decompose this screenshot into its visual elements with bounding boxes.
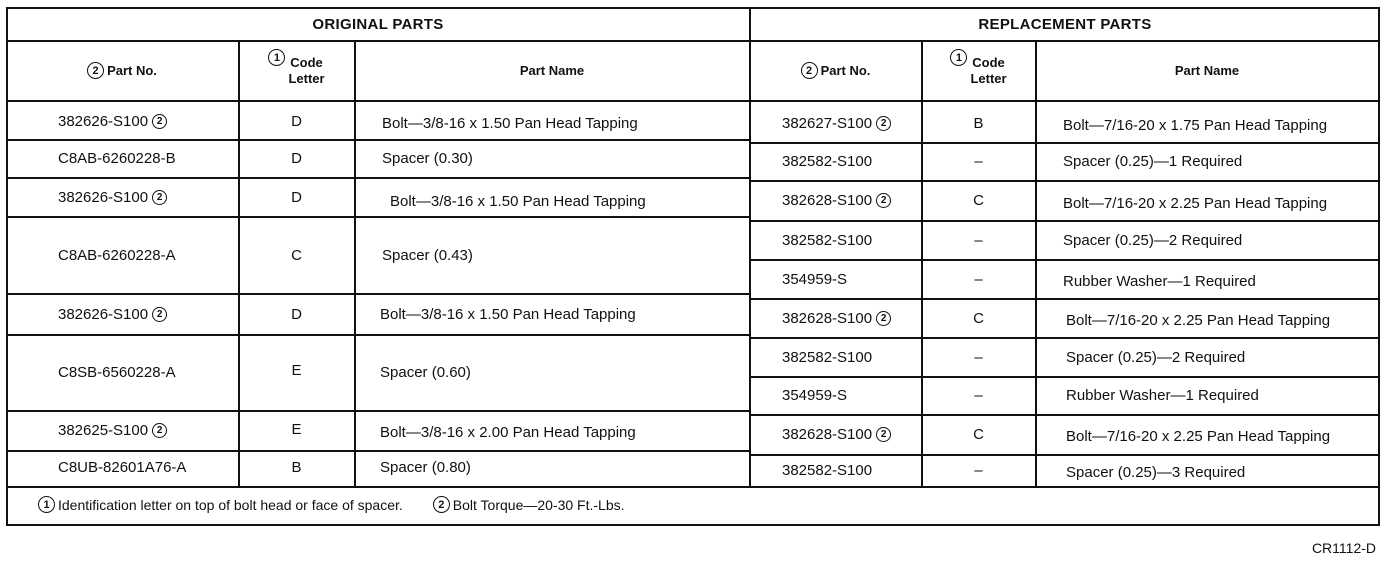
orig-part-name: Spacer (0.60) xyxy=(380,364,471,381)
part-no-text: 382626-S100 xyxy=(58,305,149,323)
circled-two-icon: 2 xyxy=(876,116,891,131)
repl-part-name: Spacer (0.25)—2 Required xyxy=(1066,348,1246,366)
orig-part-no xyxy=(58,294,238,334)
repl-part-no: 382582-S100 xyxy=(782,462,873,479)
repl-part-no: 354959-S xyxy=(782,270,848,288)
repl-part-no xyxy=(782,299,921,337)
orig-code-letter-header xyxy=(239,41,354,100)
orig-part-name: Spacer (0.80) xyxy=(380,458,471,476)
repl-code-letter-header xyxy=(922,41,1035,100)
circled-two-icon: 2 xyxy=(87,62,104,79)
footnote-one-text: Identification letter on top of bolt head or face of spacer. xyxy=(58,496,403,513)
part-no-label: Part No. xyxy=(820,62,871,78)
orig-part-name: Bolt—3/8-16 x 2.00 Pan Head Tapping xyxy=(380,424,636,441)
footnote-two-text: Bolt Torque—20-30 Ft.-Lbs. xyxy=(452,496,625,513)
repl-part-no-header xyxy=(750,41,921,100)
repl-code: C xyxy=(973,192,984,209)
part-no-text: 382628-S100 xyxy=(782,426,873,443)
part-no-text: 382628-S100 xyxy=(782,192,873,209)
part-no-text: 382625-S100 xyxy=(58,422,149,439)
repl-part-name: Bolt—7/16-20 x 2.25 Pan Head Tapping xyxy=(1066,311,1331,329)
replacement-parts-title: REPLACEMENT PARTS xyxy=(978,15,1152,33)
circled-one-icon: 1 xyxy=(950,49,967,66)
letter-label: Letter xyxy=(288,70,325,86)
repl-part-no: 382582-S100 xyxy=(782,231,873,249)
circled-two-icon: 2 xyxy=(152,114,167,129)
orig-code: E xyxy=(291,361,302,379)
table-border-bottom xyxy=(6,524,1380,526)
original-parts-title: ORIGINAL PARTS xyxy=(312,15,444,33)
orig-part-name-header xyxy=(355,41,749,100)
circled-one-icon: 1 xyxy=(38,496,55,513)
repl-part-no xyxy=(782,181,921,220)
orig-code: D xyxy=(291,150,302,167)
code-letter-label xyxy=(288,55,324,87)
part-name-label: Part Name xyxy=(1174,62,1240,78)
orig-part-no: C8AB-6260228-B xyxy=(58,150,176,167)
circled-two-icon: 2 xyxy=(152,307,167,322)
circled-two-icon: 2 xyxy=(876,311,891,326)
repl-code: C xyxy=(973,426,984,443)
repl-part-name: Bolt—7/16-20 x 1.75 Pan Head Tapping xyxy=(1063,116,1328,134)
orig-code: D xyxy=(291,305,302,323)
repl-part-name: Spacer (0.25)—3 Required xyxy=(1066,463,1246,481)
circled-two-icon: 2 xyxy=(876,427,891,442)
part-no-text: 382628-S100 xyxy=(782,309,873,327)
orig-part-name: Spacer (0.30) xyxy=(382,150,473,167)
figure-code: CR1112-D xyxy=(1311,540,1376,556)
repl-part-no xyxy=(782,415,921,454)
circled-two-icon: 2 xyxy=(801,62,818,79)
repl-part-name: Spacer (0.25)—2 Required xyxy=(1063,231,1243,249)
repl-part-no: 354959-S xyxy=(782,387,848,404)
repl-code: – xyxy=(974,153,983,170)
repl-part-no: 382582-S100 xyxy=(782,348,873,366)
part-name-label: Part Name xyxy=(519,62,585,78)
col-divider xyxy=(1035,40,1037,487)
table-border-right xyxy=(1378,7,1380,525)
repl-part-name: Bolt—7/16-20 x 2.25 Pan Head Tapping xyxy=(1063,195,1328,212)
orig-code: B xyxy=(291,458,302,476)
footnote xyxy=(38,496,625,513)
repl-part-no: 382582-S100 xyxy=(782,153,873,170)
repl-code: – xyxy=(974,462,983,479)
part-no-text: 382627-S100 xyxy=(782,114,873,132)
orig-part-no xyxy=(58,102,238,140)
col-divider xyxy=(354,40,356,487)
orig-code: D xyxy=(291,188,302,206)
repl-part-name: Rubber Washer—1 Required xyxy=(1063,272,1256,290)
repl-code: – xyxy=(974,270,983,288)
code-label: Code xyxy=(972,54,1005,70)
repl-code: – xyxy=(974,387,983,404)
orig-part-no xyxy=(58,411,238,450)
orig-part-no xyxy=(58,178,238,216)
orig-part-name: Bolt—3/8-16 x 1.50 Pan Head Tapping xyxy=(382,114,638,132)
code-letter-label xyxy=(970,55,1006,87)
repl-code: C xyxy=(973,309,984,327)
orig-part-no-header xyxy=(6,41,238,100)
part-no-label: Part No. xyxy=(107,62,157,78)
repl-code: – xyxy=(974,231,983,249)
part-no-text: 382626-S100 xyxy=(58,188,149,206)
circled-one-icon: 1 xyxy=(268,49,285,66)
orig-code: C xyxy=(291,246,302,264)
part-no-text: 382626-S100 xyxy=(58,112,149,130)
repl-code: – xyxy=(974,348,983,366)
repl-part-name: Bolt—7/16-20 x 2.25 Pan Head Tapping xyxy=(1066,428,1331,445)
orig-code: D xyxy=(291,112,302,130)
repl-part-no xyxy=(782,104,921,142)
repl-code: B xyxy=(973,114,984,132)
orig-part-name: Bolt—3/8-16 x 1.50 Pan Head Tapping xyxy=(390,192,646,210)
code-label: Code xyxy=(290,54,323,70)
orig-part-no: C8AB-6260228-A xyxy=(58,246,176,264)
circled-two-icon: 2 xyxy=(152,190,167,205)
orig-part-name: Bolt—3/8-16 x 1.50 Pan Head Tapping xyxy=(380,305,636,323)
repl-part-name: Rubber Washer—1 Required xyxy=(1066,387,1259,404)
orig-part-no: C8UB-82601A76-A xyxy=(58,458,187,476)
orig-part-name: Spacer (0.43) xyxy=(382,246,473,264)
orig-part-no: C8SB-6560228-A xyxy=(58,364,176,381)
circled-two-icon: 2 xyxy=(152,423,167,438)
orig-code: E xyxy=(291,420,302,438)
circled-two-icon: 2 xyxy=(876,193,891,208)
repl-part-name: Spacer (0.25)—1 Required xyxy=(1063,153,1243,170)
circled-two-icon: 2 xyxy=(433,496,450,513)
letter-label: Letter xyxy=(970,70,1007,86)
repl-part-name-header xyxy=(1036,41,1378,100)
